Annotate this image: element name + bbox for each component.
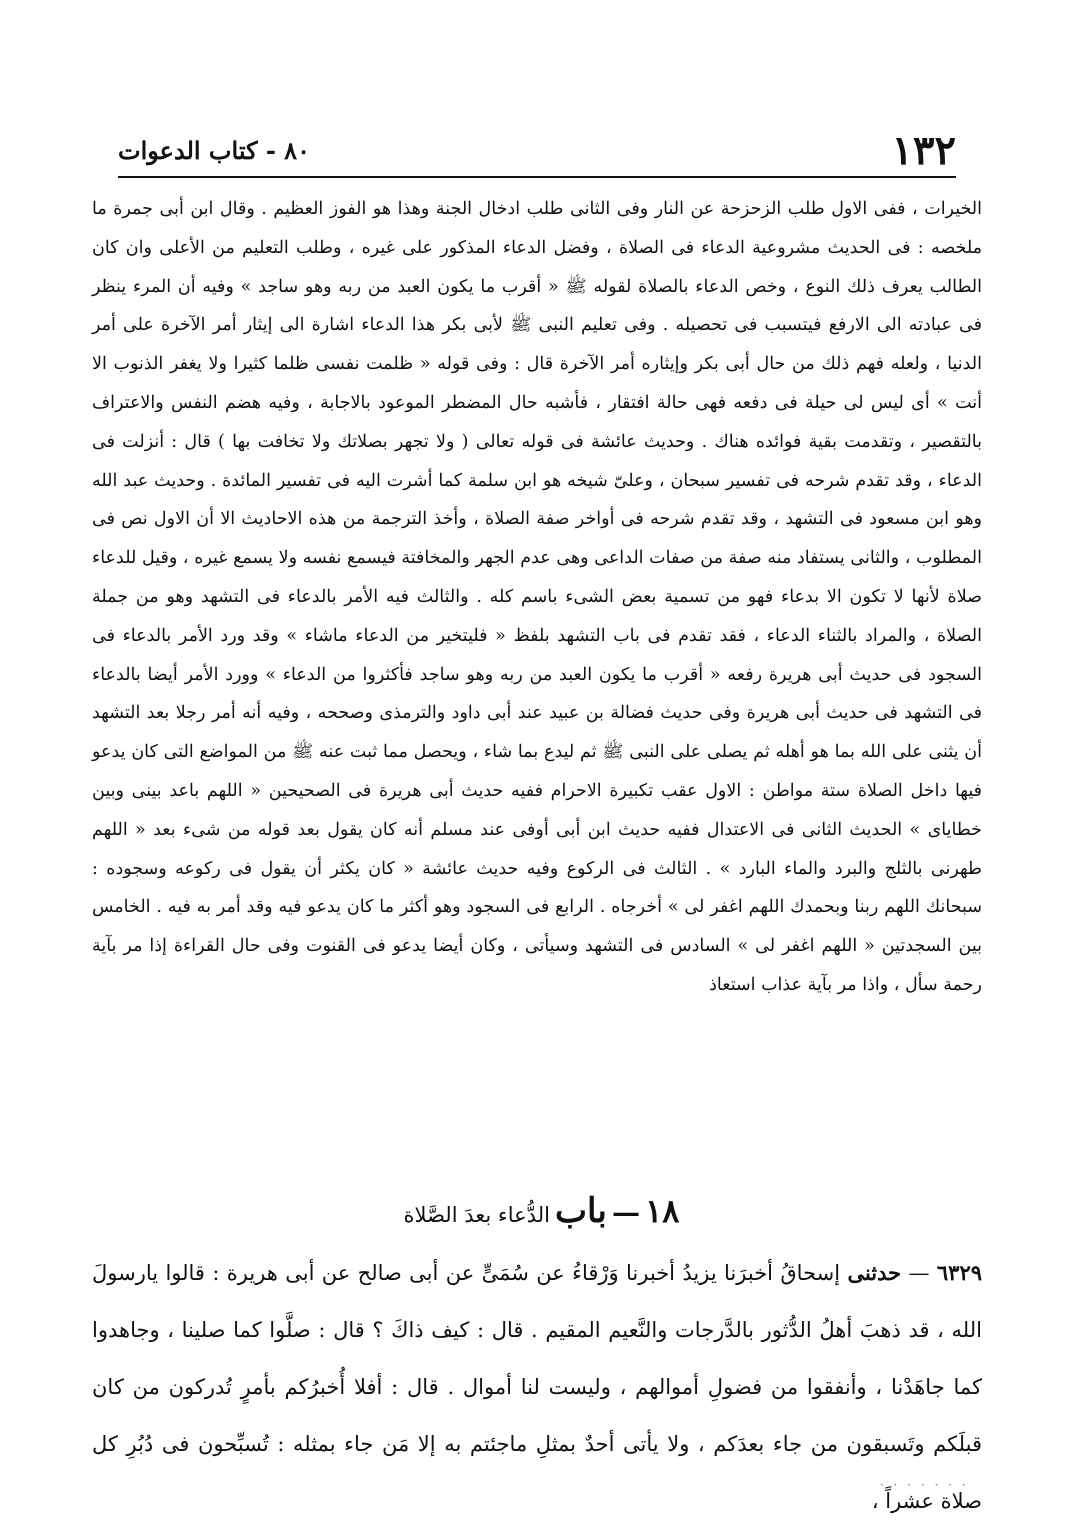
page-header (118, 128, 956, 174)
chapter-dash: — (611, 1196, 640, 1229)
scan-speckle: · · · · · · · (880, 1478, 969, 1492)
running-title: ٨٠ - كتاب الدعوات (118, 136, 310, 165)
hadith-number: ٦٣٢٩ (936, 1260, 983, 1285)
page-number: ١٣٢ (891, 127, 956, 174)
commentary-text: الخيرات ، ففى الاول طلب الزحزحة عن النار وفى الثانى طلب ادخال الجنة وهذا هو الفوز العظيم . وقال ابن أبى جمرة ما ملخصه : فى الحديث مشروعية الدعاء فى الصلاة ، وفضل الدعاء المذكور على غيره ، وطلب التعليم من الأعلى وان كان الطالب يعرف ذلك النوع ، وخص الدعاء بالصلاة لقوله ﷺ « أقرب ما يكون العبد من ربه وهو ساجد » وفيه أن المرء ينظر فى عبادته الى الارفع فيتسبب فى تحصيله . وفى تعليم النبى ﷺ لأبى بكر هذا الدعاء اشارة الى إيثار أمر الآخرة على أمر الدنيا ، ولعله فهم ذلك من حال أبى بكر وإيثاره أمر الآخرة قال : وفى قوله « ظلمت نفسى ظلما كثيرا ولا يغفر الذنوب الا أنت » أى ليس لى حيلة فى دفعه فهى حالة افتقار ، فأشبه حال المضطر الموعود بالاجابة ، وفيه هضم النفس والاعتراف بالتقصير ، وتقدمت بقية فوائده هناك . وحديث عائشة فى قوله تعالى ( ولا تجهر بصلاتك ولا تخافت بها ) قال : أنزلت فى الدعاء ، وقد تقدم شرحه فى تفسير سبحان ، وعلىّ شيخه هو ابن سلمة كما أشرت اليه فى تفسير المائدة . وحديث عبد الله وهو ابن مسعود فى التشهد ، وقد تقدم شرحه فى أواخر صفة الصلاة ، وأخذ الترجمة من هذه الاحاديث الا أن الاول نص فى المطلوب ، والثانى يستفاد منه صفة من صفات الداعى وهى عدم الجهر والمخافتة فيسمع نفسه ولا يسمع غيره ، وقيل للدعاء صلاة لأنها لا تكون الا بدعاء فهو من تسمية بعض الشىء باسم كله . والثالث فيه الأمر بالدعاء فى التشهد وهو من جملة الصلاة ، والمراد بالثناء الدعاء ، فقد تقدم فى باب التشهد بلفظ « فليتخير من الدعاء ماشاء » وقد ورد الأمر بالدعاء فى السجود فى حديث أبى هريرة رفعه « أقرب ما يكون العبد من ربه وهو ساجد فأكثروا من الدعاء » وورد الأمر أيضا بالدعاء فى التشهد فى حديث أبى هريرة وفى حديث فضالة بن عبيد عند أبى داود والترمذى وصححه ، وفيه أنه أمر رجلا بعد التشهد أن يثنى على الله بما هو أهله ثم يصلى على النبى ﷺ ثم ليدع بما شاء ، ويحصل مما ثبت عنه ﷺ من المواضع التى كان يدعو فيها داخل الصلاة ستة مواطن : الاول عقب تكبيرة الاحرام ففيه حديث أبى هريرة فى الصحيحين « اللهم باعد بينى وبين خطاياى » الحديث الثانى فى الاعتدال ففيه حديث ابن أبى أوفى عند مسلم أنه كان يقول بعد قوله من شىء بعد « اللهم طهرنى بالثلج والبرد والماء البارد » . الثالث فى الركوع وفيه حديث عائشة « كان يكثر أن يقول فى ركوعه وسجوده : سبحانك اللهم ربنا وبحمدك اللهم اغفر لى » أخرجاه . الرابع فى السجود وهو أكثر ما كان يدعو فيه وقد أمر به فيه . الخامس بين السجدتين « اللهم اغفر لى » السادس فى التشهد وسيأتى ، وكان أيضا يدعو فى القنوت وفى حال القراءة إذا مر بآية رحمة سأل ، واذا مر بآية عذاب استعاذ (92, 199, 982, 995)
hadith-text-block (92, 1244, 982, 1530)
hadith-opening-word: حدثنى (847, 1260, 902, 1285)
header-divider (118, 176, 956, 178)
chapter-heading (200, 1186, 883, 1242)
chapter-bab-label: باب (555, 1191, 607, 1231)
hadith-dash: — (908, 1261, 930, 1285)
chapter-number: ١٨ (645, 1192, 680, 1230)
hadith-body: إسحاقُ أخبرَنا يزيدُ أخبرنا وَرْقاءُ عن سُمَىٍّ عن أبى صالح عن أبى هريرة : قالوا يارسولَ الله ، قد ذهبَ أهلُ الدُّثور بالدَّرجات والنَّعيم المقيم . قال : كيف ذاكَ ؟ قال : صلَّوا كما صلينا ، وجاهدوا كما جاهَدْنا ، وأنفقوا من فضولِ أموالهم ، وليست لنا أموال . قال : أفلا أُخبرُكم بأمرٍ تُدركون من كان قبلَكم وتَسبقون من جاء بعدَكم ، ولا يأتى أحدٌ بمثلِ ماجئتم به إلا مَن جاء بمثله : تُسبِّحون فى دُبُرِ كل صلاة عشراً ، (92, 1261, 982, 1513)
chapter-title: الدُّعاء بعدَ الصَّلاة (403, 1203, 550, 1227)
